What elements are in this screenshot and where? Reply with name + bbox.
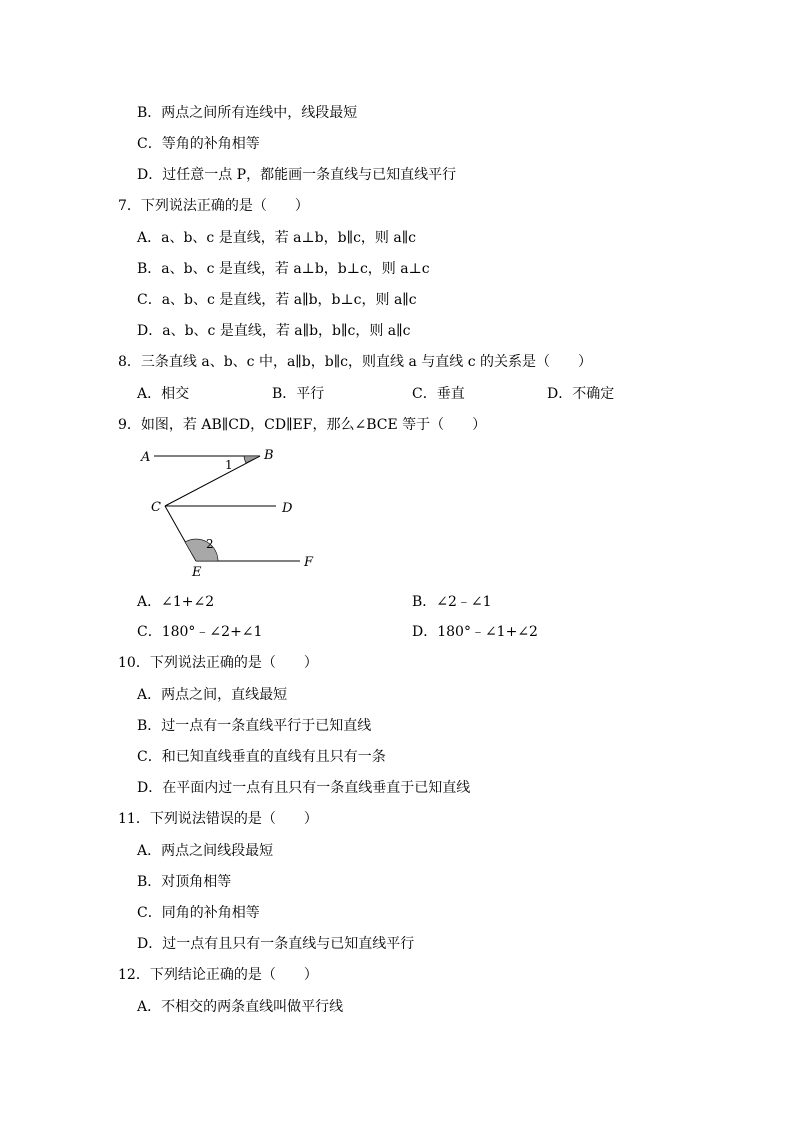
q6-option-d: D．过任意一点 P，都能画一条直线与已知直线平行 [137,167,457,183]
q8-option-d: D．不确定 [547,386,615,402]
q7-option-b: B．a、b、c 是直线，若 a⊥b，b⊥c，则 a⊥c [137,261,430,277]
q9-stem: 9．如图，若 AB∥CD，CD∥EF，那么∠BCE 等于（ ） [118,417,487,433]
q11-option-c: C．同角的补角相等 [137,905,260,921]
q10-option-b: B．过一点有一条直线平行于已知直线 [137,718,372,734]
q10-option-c: C．和已知直线垂直的直线有且只有一条 [137,749,386,765]
q7-option-c: C．a、b、c 是直线，若 a∥b，b⊥c，则 a∥c [137,292,417,308]
label-c: C [151,500,161,515]
q6-option-b: B．两点之间所有连线中，线段最短 [137,105,358,121]
q11-option-d: D．过一点有且只有一条直线与已知直线平行 [137,936,415,952]
q8-option-b: B．平行 [272,386,325,402]
q9-option-d: D．180°﹣∠1+∠2 [412,624,538,640]
q9-option-a: A．∠1+∠2 [137,594,215,610]
label-angle-1: 1 [225,458,233,472]
q10-option-d: D．在平面内过一点有且只有一条直线垂直于已知直线 [137,780,471,796]
q8-option-a: A．相交 [137,386,190,402]
q10-stem: 10．下列说法正确的是（ ） [118,655,318,671]
label-angle-2: 2 [206,537,214,551]
q11-stem: 11．下列说法错误的是（ ） [118,811,318,827]
label-d: D [282,501,293,516]
q7-option-d: D．a、b、c 是直线，若 a∥b，b∥c，则 a∥c [137,323,411,339]
q8-option-c: C．垂直 [412,386,465,402]
q9-option-b: B．∠2﹣∠1 [412,594,492,610]
parallel-lines-figure [138,443,328,583]
q12-option-a: A．不相交的两条直线叫做平行线 [137,999,344,1015]
label-a: A [141,450,151,465]
label-b: B [264,448,274,463]
q11-option-a: A．两点之间线段最短 [137,843,274,859]
q8-stem: 8．三条直线 a、b、c 中，a∥b，b∥c，则直线 a 与直线 c 的关系是（ ） [118,354,592,370]
q7-stem: 7．下列说法正确的是（ ） [118,198,309,214]
q12-stem: 12．下列结论正确的是（ ） [118,967,318,983]
label-e: E [192,565,202,580]
label-f: F [304,555,314,570]
q9-option-c: C．180°﹣∠2+∠1 [137,624,263,640]
q6-option-c: C．等角的补角相等 [137,136,260,152]
q11-option-b: B．对顶角相等 [137,874,232,890]
q10-option-a: A．两点之间，直线最短 [137,687,288,703]
q7-option-a: A．a、b、c 是直线，若 a⊥b，b∥c，则 a∥c [137,230,417,246]
